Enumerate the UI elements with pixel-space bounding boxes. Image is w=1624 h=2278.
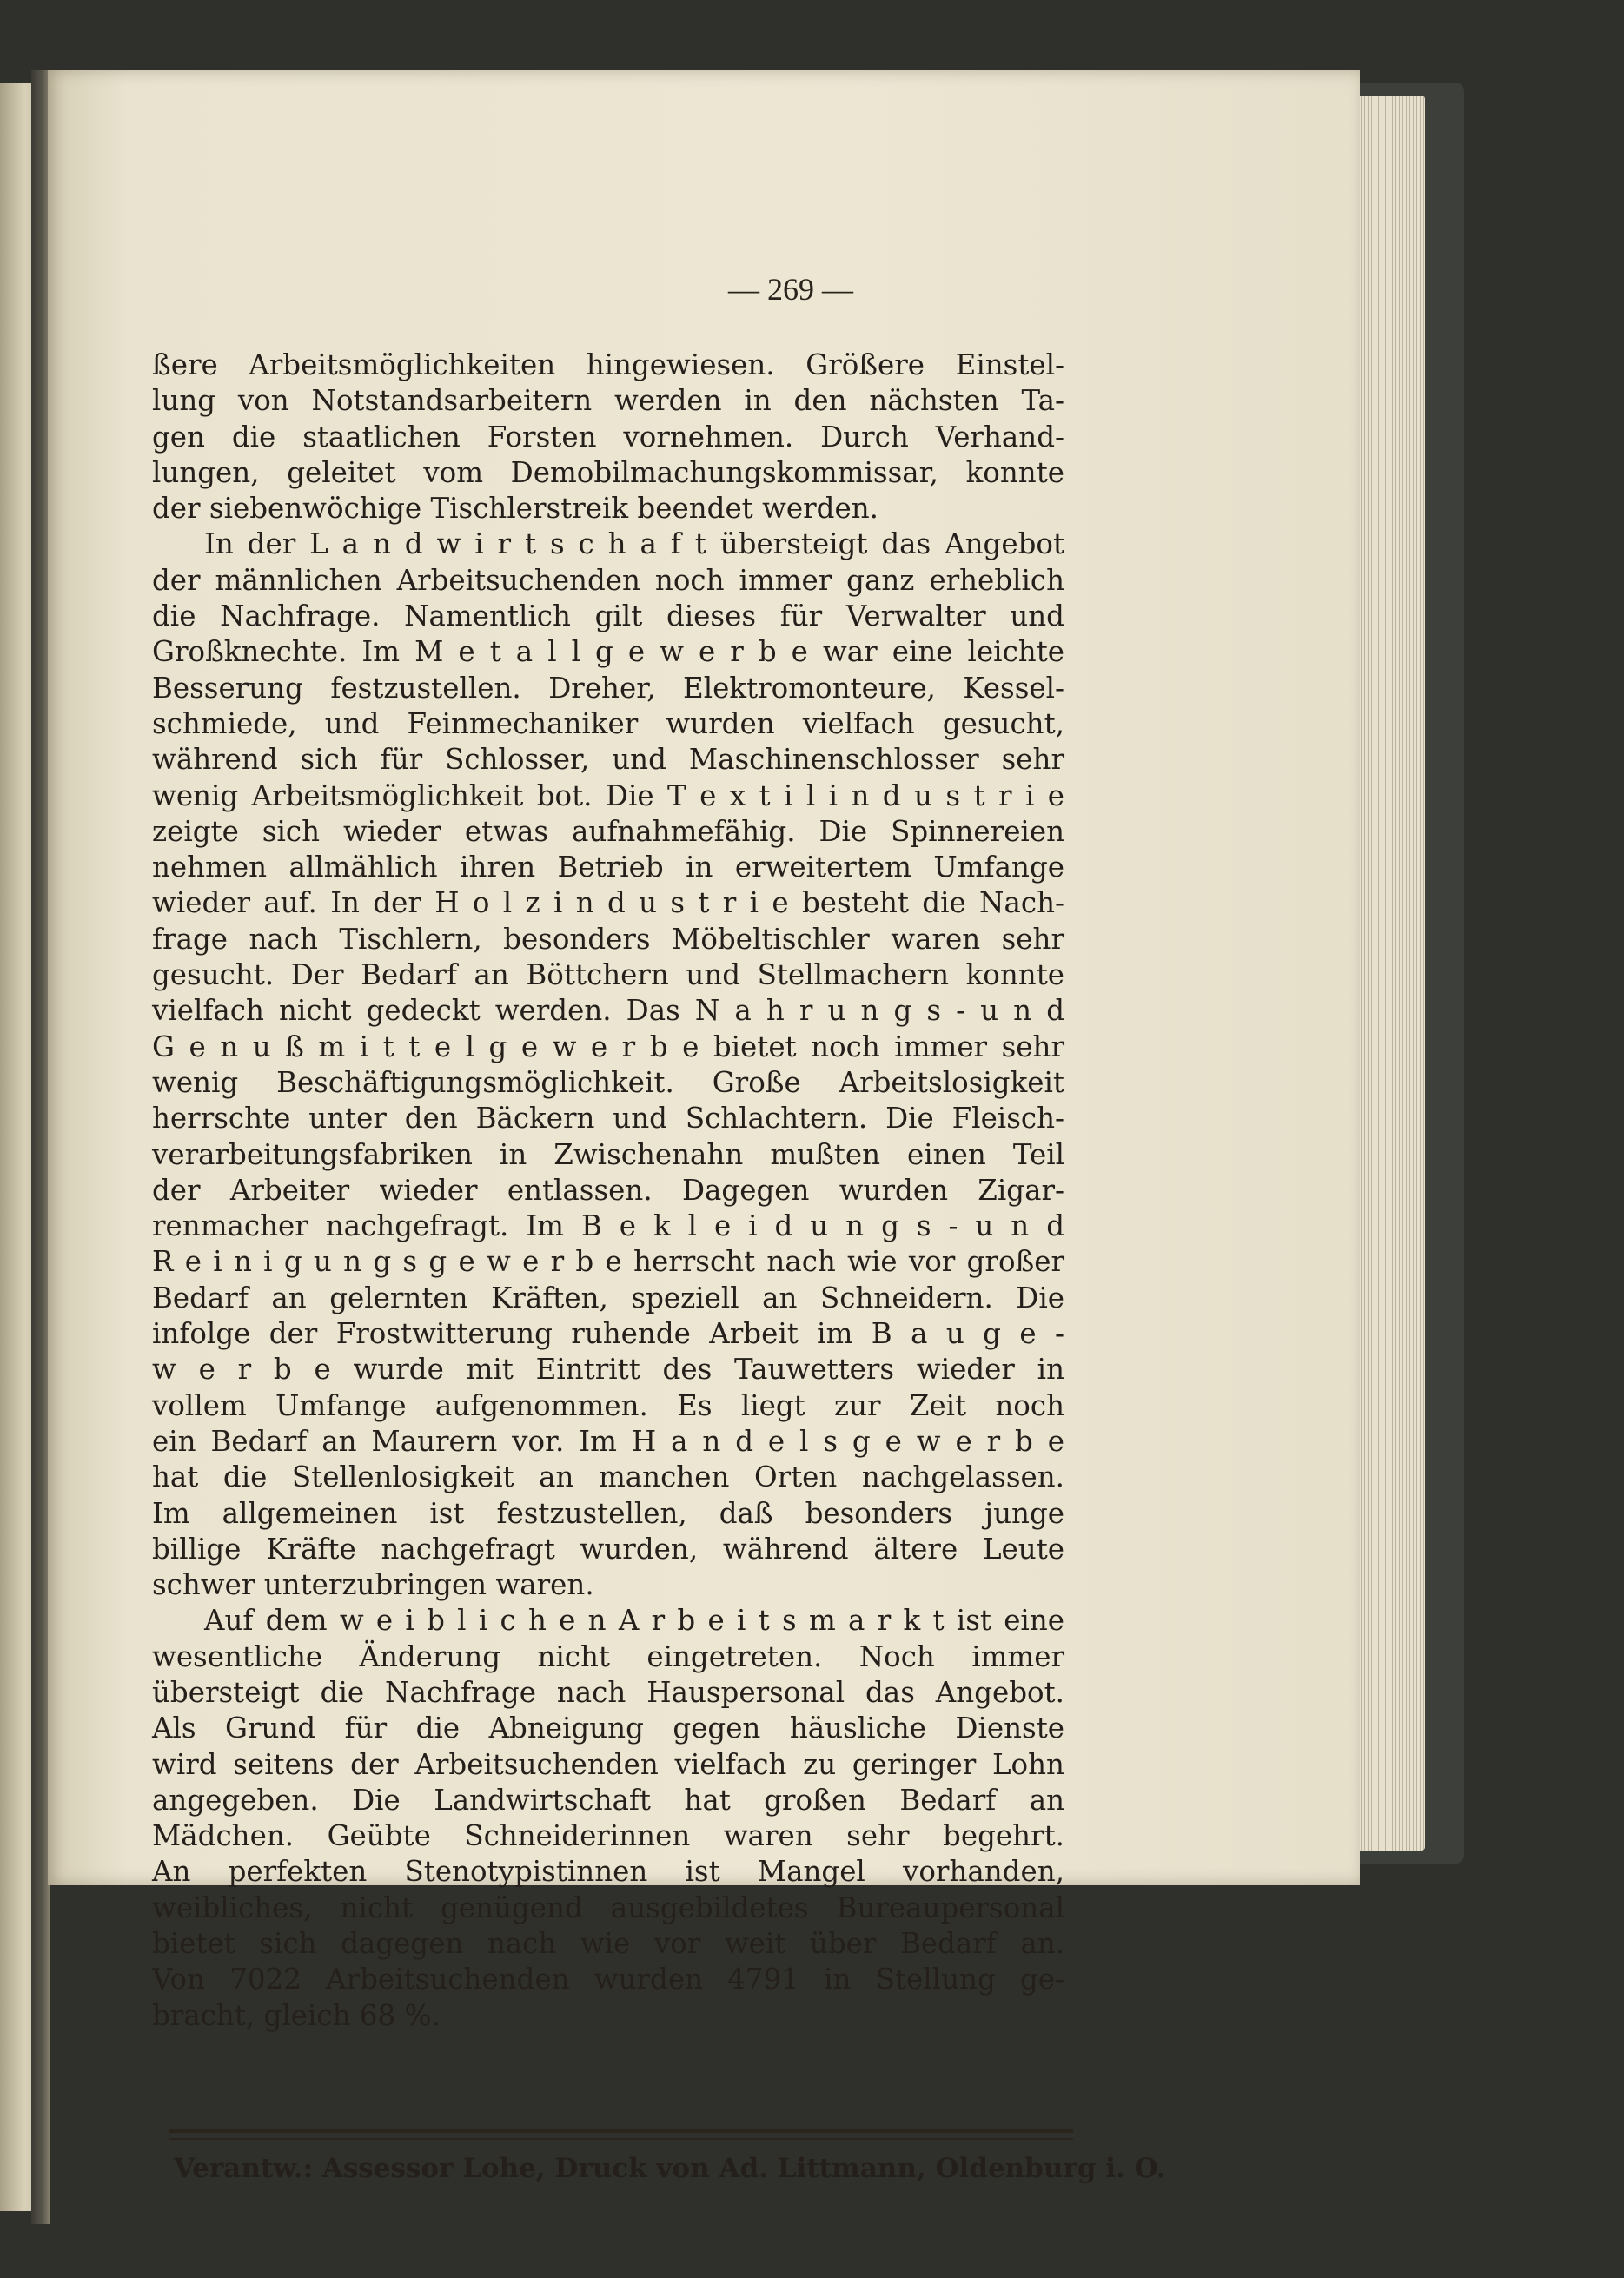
text-line: Auf dem w e i b l i c h e n A r b e i t s m a r k t ist eine: [204, 1604, 1064, 1638]
text-line: R e i n i g u n g s g e w e r b e herrscht nach wie vor großer: [152, 1245, 1064, 1279]
book-page: [48, 70, 1360, 2184]
text-line: übersteigt die Nachfrage nach Hauspersonal das Angebot.: [152, 1675, 1064, 1709]
text-line: wenig Beschäftigungsmöglichkeit. Große Arbeitslosigkeit: [152, 1065, 1064, 1099]
text-line: Von 7022 Arbeitsuchenden wurden 4791 in Stellung ge-: [152, 1963, 1064, 1997]
page-number: — 269 —: [728, 272, 853, 307]
text-line: gen die staatlichen Forsten vornehmen. Durch Verhand-: [152, 420, 1064, 454]
text-line: während sich für Schlosser, und Maschinenschlosser sehr: [152, 743, 1064, 777]
text-line: die Nachfrage. Namentlich gilt dieses für Verwalter und: [152, 599, 1064, 633]
body-text: [152, 348, 1064, 2034]
text-line: vielfach nicht gedeckt werden. Das N a h r u n g s - u n d: [152, 994, 1064, 1028]
text-line: Im allgemeinen ist festzustellen, daß besonders junge: [152, 1496, 1064, 1530]
text-line: weibliches, nicht genügend ausgebildetes Bureaupersonal: [152, 1891, 1064, 1924]
text-line: angegeben. Die Landwirtschaft hat großen Bedarf an: [152, 1783, 1064, 1817]
text-line: In der L a n d w i r t s c h a f t übersteigt das Angebot: [204, 527, 1064, 561]
text-line: lung von Notstandsarbeitern werden in den nächsten Ta-: [152, 384, 1064, 418]
text-line: Bedarf an gelernten Kräften, speziell an Schneidern. Die: [152, 1281, 1064, 1314]
text-line: lungen, geleitet vom Demobilmachungskommissar, konnte: [152, 455, 1064, 489]
text-line: An perfekten Stenotypistinnen ist Mangel vorhanden,: [152, 1855, 1064, 1889]
text-line: ßere Arbeitsmöglichkeiten hingewiesen. Größere Einstel-: [152, 348, 1064, 381]
text-line: schwer unterzubringen waren.: [152, 1568, 594, 1602]
text-line: Großknechte. Im M e t a l l g e w e r b e war eine leichte: [152, 635, 1064, 669]
text-line: wesentliche Änderung nicht eingetreten. Noch immer: [152, 1639, 1064, 1673]
text-line: Mädchen. Geübte Schneiderinnen waren sehr begehrt.: [152, 1819, 1064, 1853]
text-line: der siebenwöchige Tischlerstreik beendet werden.: [152, 492, 878, 526]
text-line: Besserung festzustellen. Dreher, Elektromonteure, Kessel-: [152, 671, 1064, 705]
text-line: wird seitens der Arbeitsuchenden vielfach zu geringer Lohn: [152, 1747, 1064, 1781]
text-line: verarbeitungsfabriken in Zwischenahn mußten einen Teil: [152, 1137, 1064, 1171]
text-line: der Arbeiter wieder entlassen. Dagegen wurden Zigar-: [152, 1173, 1064, 1207]
text-line: bracht, gleich 68 %.: [152, 1998, 441, 2032]
text-line: G e n u ß m i t t e l g e w e r b e bietet noch immer sehr: [152, 1030, 1064, 1063]
text-line: billige Kräfte nachgefragt wurden, während ältere Leute: [152, 1532, 1064, 1566]
text-line: frage nach Tischlern, besonders Möbeltischler waren sehr: [152, 922, 1064, 956]
text-line: gesucht. Der Bedarf an Böttchern und Stellmachern konnte: [152, 958, 1064, 992]
paragraph-1: [152, 348, 1064, 526]
footer-rule: [169, 2129, 1073, 2133]
page-edges: [1351, 96, 1425, 1851]
text-line: vollem Umfange aufgenommen. Es liegt zur Zeit noch: [152, 1388, 1064, 1422]
text-line: bietet sich dagegen nach wie vor weit über Bedarf an.: [152, 1927, 1064, 1961]
text-line: zeigte sich wieder etwas aufnahmefähig. Die Spinnereien: [152, 814, 1064, 848]
adjacent-page-edge: [0, 83, 35, 2211]
paragraph-2: [152, 526, 1064, 1603]
imprint-footer: Verantw.: Assessor Lohe, Druck von Ad. Littmann, Oldenburg i. O.: [174, 2153, 1166, 2184]
text-line: ein Bedarf an Maurern vor. Im H a n d e l s g e w e r b e: [152, 1424, 1064, 1458]
text-line: infolge der Frostwitterung ruhende Arbeit im B a u g e -: [152, 1317, 1064, 1351]
text-line: schmiede, und Feinmechaniker wurden vielfach gesucht,: [152, 706, 1064, 740]
text-line: nehmen allmählich ihren Betrieb in erweitertem Umfange: [152, 851, 1064, 884]
text-line: herrschte unter den Bäckern und Schlachtern. Die Fleisch-: [152, 1102, 1064, 1136]
footer-rule-thin: [169, 2138, 1073, 2140]
text-line: w e r b e wurde mit Eintritt des Tauwetters wieder in: [152, 1353, 1064, 1387]
text-line: Als Grund für die Abneigung gegen häusliche Dienste: [152, 1712, 1064, 1745]
text-line: wenig Arbeitsmöglichkeit bot. Die T e x t i l i n d u s t r i e: [152, 778, 1064, 812]
text-line: wieder auf. In der H o l z i n d u s t r i e besteht die Nach-: [152, 886, 1064, 920]
text-line: hat die Stellenlosigkeit an manchen Orten nachgelassen.: [152, 1460, 1064, 1494]
text-line: renmacher nachgefragt. Im B e k l e i d u n g s - u n d: [152, 1209, 1064, 1243]
paragraph-3: [152, 1603, 1064, 2034]
text-line: der männlichen Arbeitsuchenden noch immer ganz erheblich: [152, 563, 1064, 597]
